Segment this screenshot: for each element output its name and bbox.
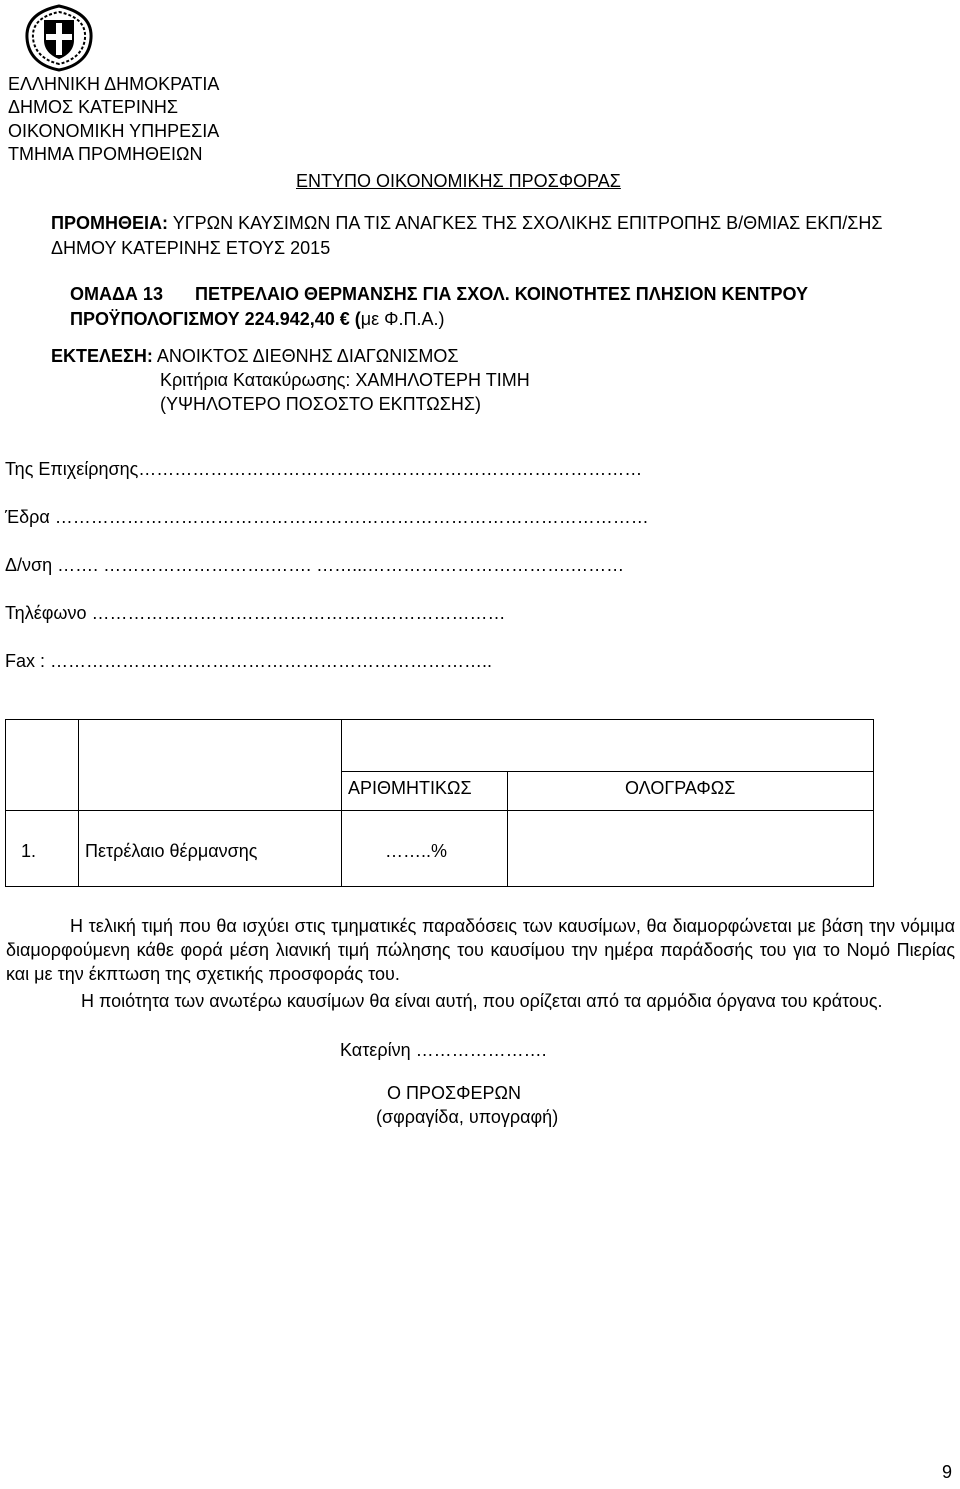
row-fuel-type: Πετρέλαιο θέρμανσης	[85, 841, 258, 861]
business-name-field[interactable]: Της Επιχείρησης…………………………………………………………………………	[5, 459, 643, 479]
business-phone-field[interactable]: Τηλέφωνο ……………………………………………………………	[5, 603, 506, 623]
execution-label: ΕΚΤΕΛΕΣΗ:	[51, 346, 153, 366]
signature-stamp-note: (σφραγίδα, υπογραφή)	[376, 1107, 559, 1127]
issuer-line: ΤΜΗΜΑ ΠΡΟΜΗΘΕΙΩΝ	[8, 143, 203, 164]
row-aa: 1.	[21, 841, 37, 861]
issuer-line: ΔΗΜΟΣ ΚΑΤΕΡΙΝΗΣ	[8, 97, 178, 118]
issuer-line: ΕΛΛΗΝΙΚΗ ΔΗΜΟΚΡΑΤΙΑ	[8, 74, 220, 94]
row-discount-numeric[interactable]: ……..%	[385, 841, 448, 861]
award-criteria: Κριτήρια Κατακύρωσης: ΧΑΜΗΛΟΤΕΡΗ ΤΙΜΗ	[160, 370, 530, 390]
signature-bidder: Ο ΠΡΟΣΦΕΡΩΝ	[387, 1083, 521, 1103]
business-seat-field[interactable]: Έδρα ………………………………………………………………………………………	[5, 507, 649, 527]
greek-emblem-icon	[24, 4, 94, 72]
issuer-line: ΟΙΚΟΝΟΜΙΚΗ ΥΠΗΡΕΣΙΑ	[8, 120, 220, 141]
procurement-line-2: ΔΗΜΟΥ ΚΑΤΕΡΙΝΗΣ ΕΤΟΥΣ 2015	[51, 238, 331, 258]
group-title: ΠΕΤΡΕΛΑΙΟ ΘΕΡΜΑΝΣΗΣ ΓΙΑ ΣΧΟΛ. ΚΟΙΝΟΤΗΤΕΣ ΠΛΗΣΙΟΝ ΚΕΝΤΡΟΥ	[194, 284, 809, 304]
quality-text: Η ποιότητα των ανωτέρω καυσίμων θα είναι αυτή, που ορίζεται από τα αρμόδια όργανα του κράτους.	[81, 991, 883, 1011]
group-line-1	[70, 284, 808, 305]
price-paragraph	[6, 914, 955, 986]
group-budget: ΠΡΟΫΠΟΛΟΓΙΣΜΟΥ 224.942,40 € (	[70, 309, 361, 329]
procurement-text: ΥΓΡΩΝ ΚΑΥΣΙΜΩΝ ΠΑ ΤΙΣ ΑΝΑΓΚΕΣ ΤΗΣ ΣΧΟΛΙΚΗΣ ΕΠΙΤΡΟΠΗΣ Β/ΘΜΙΑΣ ΕΚΠ/ΣΗΣ	[172, 213, 883, 233]
execution-text: ΑΝΟΙΚΤΟΣ ΔΙΕΘΝΗΣ ΔΙΑΓΩΝΙΣΜΟΣ	[156, 346, 459, 366]
procurement-label: ΠΡΟΜΗΘΕΙΑ:	[51, 213, 168, 233]
group-line-2	[70, 309, 445, 330]
signature-place: Κατερίνη ………………….	[340, 1040, 547, 1060]
procurement-line-1	[51, 213, 883, 234]
header-in-words: ΟΛΟΓΡΑΦΩΣ	[625, 778, 736, 798]
header-numeric: ΑΡΙΘΜΗΤΙΚΩΣ	[348, 778, 472, 798]
group-budget-vat: με Φ.Π.Α.)	[360, 309, 445, 329]
quality-paragraph	[13, 989, 955, 1013]
business-fax-field[interactable]: Fax : ………………………………………………………………..	[5, 651, 493, 671]
price-text: Η τελική τιμή που θα ισχύει στις τμηματικές παραδόσεις των καυσίμων, θα διαμορφώνεται με βάση την νόμιμα διαμορφούμενη κάθε φορά μέση λιανική τιμή πώλησης του καυσίμου την ημέρα παράδοσής του για το Νομό Πιερίας και με την έκπτωση της σχετικής προσφοράς του.	[6, 916, 955, 984]
row-discount-in-words[interactable]	[515, 841, 865, 871]
award-criteria-detail: (ΥΨΗΛΟΤΕΡΟ ΠΟΣΟΣΤΟ ΕΚΠΤΩΣΗΣ)	[160, 394, 482, 414]
business-address-field[interactable]: Δ/νση ……. ……………………….……. ……...…………………………….………	[5, 555, 625, 575]
issuer-header	[8, 73, 219, 166]
document-title: ΕΝΤΥΠΟ ΟΙΚΟΝΟΜΙΚΗΣ ΠΡΟΣΦΟΡΑΣ	[296, 171, 621, 191]
page-number: 9	[942, 1462, 953, 1482]
group-label: ΟΜΑΔΑ 13	[70, 284, 163, 304]
execution-line	[51, 346, 458, 367]
